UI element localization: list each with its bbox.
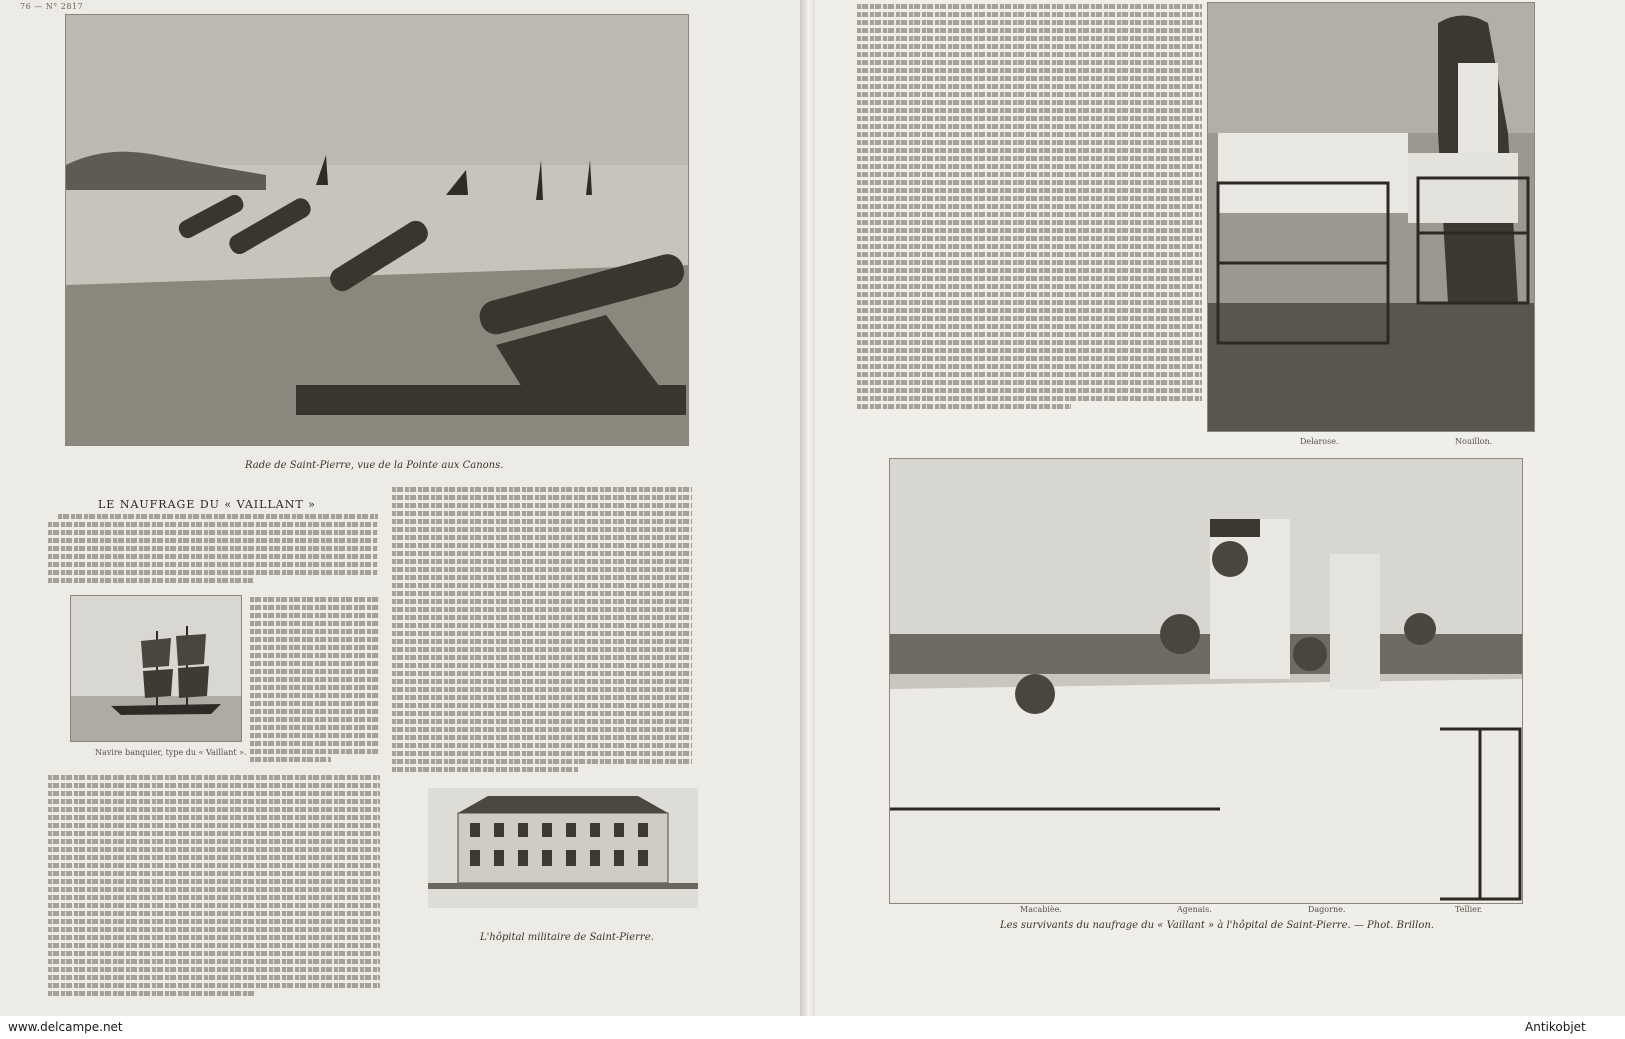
name-delarose: Delarose. [1300,437,1339,446]
text-column-1-bottom [48,775,380,1010]
name-macabiee: Macabièe. [1020,905,1062,914]
right-page [815,0,1625,1039]
survivors-caption: Les survivants du naufrage du « Vaillant » à l'hôpital de Saint-Pierre. — Phot. Brillon. [1000,920,1434,931]
text-column-3 [857,4,1202,429]
text-column-1-top [48,514,378,589]
text-column-2 [392,487,692,782]
name-nouillon: Nouillon. [1455,437,1493,446]
hospital-caption: L'hôpital militaire de Saint-Pierre. [480,932,654,943]
watermark-right: Antikobjet [1525,1020,1586,1034]
page-header: 76 — N° 2817 [20,2,84,11]
rade-caption: Rade de Saint-Pierre, vue de la Pointe aux Canons. [245,460,504,471]
left-page [0,0,805,1039]
hospital-photo [428,788,698,908]
article-title: LE NAUFRAGE DU « VAILLANT » [98,498,316,511]
survivors-photo [889,458,1523,904]
name-agenais: Agenais. [1177,905,1212,914]
watermark-bar [0,1016,1625,1039]
ship-illustration [71,596,241,741]
name-tellier: Tellier. [1455,905,1483,914]
hospital-illustration [428,788,698,908]
ward-beds-illustration [1208,3,1534,431]
ward-beds-photo [1207,2,1535,432]
text-column-1-side [250,597,380,767]
cannons-illustration [66,15,688,445]
name-dagorne: Dagorne. [1308,905,1346,914]
survivors-illustration [890,459,1522,903]
cannons-photo [65,14,689,446]
ship-caption: Navire banquier, type du « Vaillant ». [95,748,247,757]
ship-photo [70,595,242,742]
watermark-left: www.delcampe.net [8,1020,123,1034]
